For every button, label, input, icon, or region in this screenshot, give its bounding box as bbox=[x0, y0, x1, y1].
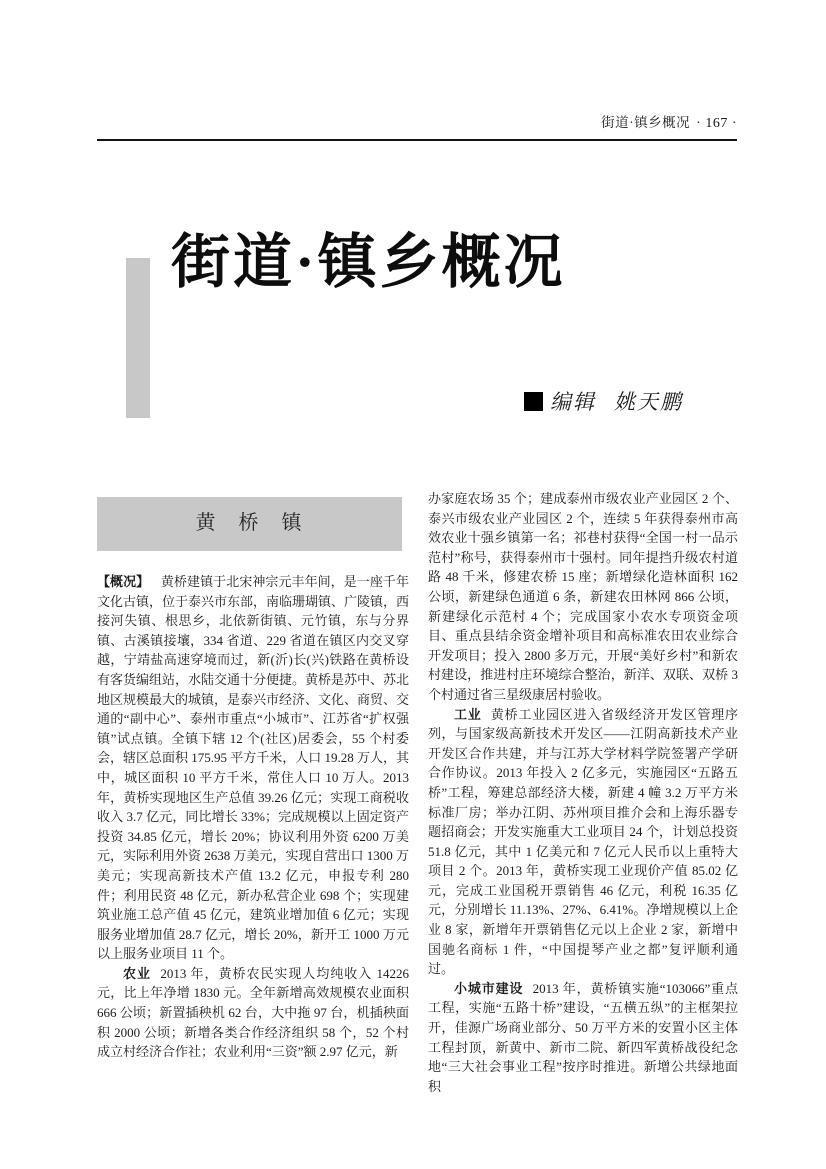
header-rule bbox=[97, 139, 737, 141]
paragraph-text-overview: 黄桥建镇于北宋神宗元丰年间，是一座千年文化古镇，位于泰兴市东部，南临珊瑚镇、广陵镇，西接河失镇、根思乡，北依新街镇、元竹镇，东与分界镇、古溪镇接壤，334 省道、229 省道在镇区内交叉穿越，宁靖盐高速穿境而过，新(沂)长(兴)铁路在黄桥设有客货编组站，水陆交通十分便捷。黄桥是苏中、苏北地区规模最大的城镇，是泰兴市经济、文化、商贸、交通的“副中心”、泰州市重点“小城市”、江苏省“扩权强镇”试点镇。全镇下辖 12 个(社区)居委会，55 个村委会，辖区总面积 175.95 平方千米，人口 19.28 万人，其中，城区面积 10 平方千米，常住人口 10 万人。2013 年，黄桥实现地区生产总值 39.26 亿元；实现工商税收收入 3.7 亿元，同比增长 33%；完成规模以上固定资产投资 34.85 亿元，增长 20%；协议利用外资 6200 万美元，实际利用外资 2638 万美元，实现自营出口 1300 万美元；实现高新技术产值 13.2 亿元，申报专利 280 件；利用民资 48 亿元，新办私营企业 698 个；实现建筑业施工总产值 45 亿元，建筑业增加值 6 亿元；实现服务业增加值 28.7 亿元，增长 20%，新开工 1000 万元以上服务业项目 11 个。 bbox=[97, 574, 410, 962]
paragraph-lead-industry: 工业 bbox=[454, 706, 482, 722]
paragraph-agriculture-continued bbox=[428, 489, 738, 705]
title-decor-bar bbox=[126, 258, 150, 418]
paragraph-lead-overview: 【概况】 bbox=[97, 574, 150, 589]
paragraph-industry bbox=[428, 705, 738, 979]
left-column bbox=[97, 497, 409, 1062]
editor-credit bbox=[524, 386, 683, 416]
paragraph-text-industry: 黄桥工业园区进入省级经济开发区管理序列，与国家级高新技术开发区——江阴高新技术产业开发区合作共建，并与江苏大学材料学院签署产学研合作协议。2013 年投入 2 亿多元，实施园区“五路五桥”工程，筹建总部经济大楼，新建 4 幢 3.2 万平方米标准厂房；举办江阴、苏州项目推介会和上海乐器专题招商会；开发实施重大工业项目 24 个，计划总投资 51.8 亿元，其中 1 亿美元和 7 亿元人民币以上重特大项目 2 个。2013 年，黄桥实现工业现价产值 85.02 亿元，完成工业国税开票销售 46 亿元，利税 16.35 亿元，分别增长 11.13%、27%、6.41%。净增规模以上企业 8 家，新增年开票销售亿元以上企业 2 家，新增中国驰名商标 1 件，“中国提琴产业之都”复评顺利通过。 bbox=[428, 706, 738, 977]
paragraph-agriculture bbox=[97, 964, 409, 1062]
paragraph-text-small-city-construction: 2013 年，黄桥镇实施“103066”重点工程，实施“五路十桥”建设，“五横五纵”的主框架拉开，佳源广场商业部分、50 万平方米的安置小区主体工程封顶，新黄中、新市二院、新四军黄桥战役纪念地“三大社会事业工程”按序时推进。新增公共绿地面积 bbox=[428, 980, 738, 1094]
section-heading-huangqiao-town: 黄 桥 镇 bbox=[195, 512, 304, 535]
running-head bbox=[601, 111, 737, 132]
right-column bbox=[428, 489, 738, 1096]
editor-name: 姚天鹏 bbox=[614, 390, 683, 414]
paragraph-text-agriculture-continued: 办家庭农场 35 个；建成泰州市级农业产业园区 2 个、泰兴市级农业产业园区 2 个，连续 5 年获得泰州市高效农业十强乡镇第一名；祁巷村获得“全国一村一品示范村”称号，获得泰州市十强村。同年提挡升级农村道路 48 千米，修建农桥 15 座；新增绿化造林面积 162 公顷，新建绿色通道 6 条，新建农田林网 866 公顷，新建绿化示范村 4 个；完成国家小农水专项资金项目、重点县结余资金增补项目和高标准农田农业综合开发项目；投入 2800 多万元，开展“美好乡村”和新农村建设，推进村庄环境综合整治，新洋、双联、双桥 3 个村通过省三星级康居村验收。 bbox=[428, 491, 738, 702]
editor-square-icon bbox=[524, 392, 543, 411]
paragraph-small-city-construction bbox=[428, 979, 738, 1097]
paragraph-text-agriculture: 2013 年，黄桥农民实现人均纯收入 14226 元，比上年净增 1830 元。全年新增高效规模农业面积 666 公顷；新置插秧机 62 台，大中拖 97 台，机插秧面积 2000 公顷；新增各类合作经济组织 58 个，52 个村成立村经济合作社；农业利用“三资”额 2.97 亿元，新 bbox=[97, 965, 409, 1060]
section-heading-banner bbox=[97, 497, 402, 551]
chapter-title: 街道·镇乡概况 bbox=[171, 229, 566, 295]
running-head-section-title: 街道·镇乡概况 bbox=[601, 115, 691, 130]
paragraph-lead-agriculture: 农业 bbox=[123, 965, 151, 981]
editor-label: 编辑 bbox=[550, 390, 596, 414]
running-head-page-number: · 167 · bbox=[696, 116, 737, 131]
paragraph-overview bbox=[97, 572, 409, 964]
paragraph-lead-small-city-construction: 小城市建设 bbox=[454, 980, 524, 996]
